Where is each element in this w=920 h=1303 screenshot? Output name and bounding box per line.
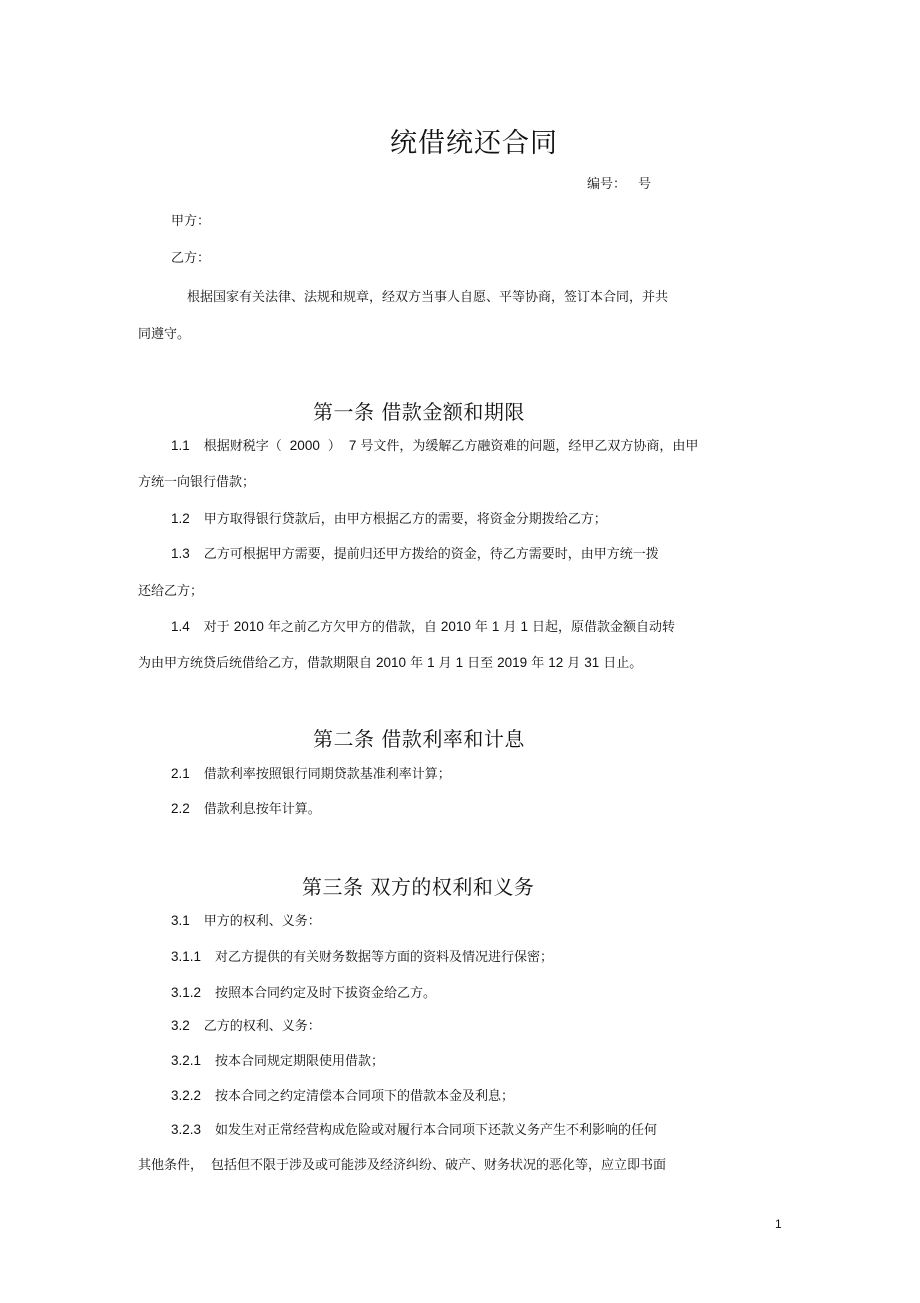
contract-number-suffix: 号 bbox=[638, 177, 652, 192]
clause-1-4-line-2: 为由甲方统贷后统借给乙方，借款期限自 2010 年 1 月 1 日至 2019 年 12 月 31 日止。 bbox=[138, 655, 643, 671]
section-3-heading: 第三条 双方的权利和义务 bbox=[302, 875, 535, 899]
party-b-label: 乙方： bbox=[171, 251, 211, 266]
clause-1-2: 1.2 甲方取得银行贷款后，由甲方根据乙方的需要，将资金分期拨给乙方； bbox=[171, 511, 607, 527]
clause-3-2: 3.2 乙方的权利、义务： bbox=[171, 1018, 321, 1034]
clause-1-4-line-1: 1.4 对于 2010 年之前乙方欠甲方的借款，自 2010 年 1 月 1 日起，原借款金额自动转 bbox=[171, 619, 675, 635]
clause-3-2-3-line-1: 3.2.3 如发生对正常经营构成危险或对履行本合同项下还款义务产生不利影响的任何 bbox=[171, 1122, 658, 1138]
party-a-label: 甲方： bbox=[171, 214, 211, 229]
section-1-heading: 第一条 借款金额和期限 bbox=[313, 400, 525, 424]
clause-number: 3.2 bbox=[171, 1018, 190, 1033]
clause-1-1-line-1: 1.1 根据财税字（ 2000 ） 7 号文件，为缓解乙方融资难的问题，经甲乙双方协商，由甲 bbox=[171, 438, 699, 454]
clause-1-1-line-2: 方统一向银行借款； bbox=[138, 475, 256, 490]
clause-number: 1.2 bbox=[171, 511, 190, 526]
contract-number-line bbox=[587, 178, 651, 191]
clause-number: 3.2.1 bbox=[171, 1053, 202, 1068]
clause-number: 3.2.2 bbox=[171, 1088, 202, 1103]
clause-number: 1.3 bbox=[171, 546, 190, 561]
clause-number: 3.1 bbox=[171, 913, 190, 928]
clause-1-3-line-2: 还给乙方； bbox=[138, 584, 204, 599]
clause-1-3-line-1: 1.3 乙方可根据甲方需要，提前归还甲方拨给的资金，待乙方需要时，由甲方统一拨 bbox=[171, 546, 659, 562]
clause-3-2-2: 3.2.2 按本合同之约定清偿本合同项下的借款本金及利息； bbox=[171, 1088, 515, 1104]
document-title: 统借统还合同 bbox=[390, 128, 558, 159]
clause-number: 1.4 bbox=[171, 619, 190, 634]
clause-number: 3.1.2 bbox=[171, 985, 202, 1000]
clause-3-1-2: 3.1.2 按照本合同约定及时下拔资金给乙方。 bbox=[171, 985, 437, 1001]
clause-3-2-3-line-2: 其他条件， 包括但不限于涉及或可能涉及经济纠纷、破产、财务状况的恶化等，应立即书面 bbox=[138, 1158, 667, 1173]
page-number: 1 bbox=[775, 1217, 782, 1231]
clause-number: 3.2.3 bbox=[171, 1122, 202, 1137]
section-2-heading: 第二条 借款利率和计息 bbox=[313, 727, 525, 751]
clause-number: 2.1 bbox=[171, 766, 190, 781]
contract-number-label: 编号： bbox=[587, 177, 627, 192]
clause-3-1-1: 3.1.1 对乙方提供的有关财务数据等方面的资料及情况进行保密； bbox=[171, 949, 554, 965]
clause-2-2: 2.2 借款利息按年计算。 bbox=[171, 801, 321, 817]
clause-number: 3.1.1 bbox=[171, 949, 202, 964]
clause-3-1: 3.1 甲方的权利、义务： bbox=[171, 913, 321, 929]
clause-2-1: 2.1 借款利率按照银行同期贷款基准利率计算； bbox=[171, 766, 451, 782]
clause-3-2-1: 3.2.1 按本合同规定期限使用借款； bbox=[171, 1053, 385, 1069]
clause-number: 1.1 bbox=[171, 438, 190, 453]
clause-number: 2.2 bbox=[171, 801, 190, 816]
preamble-line-1: 根据国家有关法律、法规和规章，经双方当事人自愿、平等协商，签订本合同，并共 bbox=[187, 290, 669, 305]
preamble-line-2: 同遵守。 bbox=[138, 327, 191, 342]
